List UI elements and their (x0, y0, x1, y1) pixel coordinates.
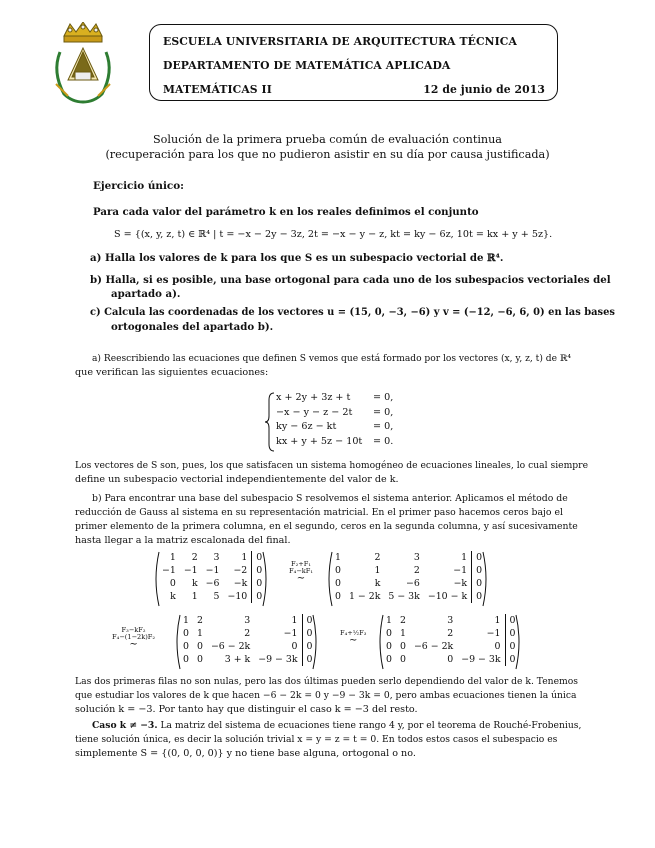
case-heading: Caso k ≠ −3. (92, 720, 158, 731)
solution-b-line1: b) Para encontrar una base del subespacio S resolvemos el sistema anterior. Aplicamos el método de (92, 493, 568, 504)
question-b-line1: b) Halla, si es posible, una base ortogonal para cada uno de los subespacios vectoriales del (90, 274, 611, 286)
matrix-cell: −k (453, 578, 468, 589)
matrix-cell: −9 − 3k (258, 654, 298, 665)
matrix-cell: 2 (196, 615, 203, 626)
matrix-cell: 0 (183, 641, 189, 652)
exercise-intro: Para cada valor del parámetro k en los reales definimos el conjunto (93, 206, 479, 218)
matrix-cell: 5 − 3k (388, 591, 420, 602)
matrix-rhs-cell: 0 (472, 564, 486, 577)
matrix-cell: 0 (196, 641, 203, 652)
matrix-cell: 0 (399, 641, 406, 652)
matrix-cell: −6 − 2k (210, 641, 251, 652)
matrix-cell: 0 (291, 641, 298, 652)
matrix-cell: 0 (386, 641, 392, 652)
matrix-cell: 1 (399, 628, 406, 639)
matrix-rhs-cell: 0 (302, 653, 316, 666)
matrix-row (179, 614, 316, 627)
matrix-cell: 0 (335, 578, 341, 589)
matrix-cell: 1 (191, 591, 198, 602)
matrix-cell: −1 (283, 628, 298, 639)
solution-a-line4: define un subespacio vectorial independientemente del valor de k. (75, 474, 399, 485)
matrix-cell: −2 (233, 565, 248, 576)
matrix-rhs-cell: 0 (505, 627, 519, 640)
matrix-cell: 0 (183, 628, 189, 639)
matrix-row (382, 653, 519, 666)
case-paragraph-line3: simplemente S = {(0, 0, 0, 0)} y no tiene base alguna, ortogonal o no. (75, 748, 416, 759)
solution-b-line3: primer elemento de la primera columna, en el segundo, ceros en la segunda columna, y así sucesivamente (75, 521, 578, 532)
matrix-rhs-cell: 0 (252, 564, 266, 577)
matrix-row (179, 640, 316, 653)
matrix-row (382, 627, 519, 640)
matrix-cell: 0 (386, 628, 392, 639)
case-paragraph-line1: Caso k ≠ −3. La matriz del sistema de ecuaciones tiene rango 4 y, por el teorema de Rouché-Frobenius, (92, 720, 582, 731)
matrix-row (158, 564, 266, 577)
question-a: a) Halla los valores de k para los que S es un subespacio vectorial de ℝ⁴. (90, 252, 504, 264)
matrix-cell: 1 (169, 552, 176, 563)
matrix-rhs-cell: 0 (302, 640, 316, 653)
matrix-cell: 2 (191, 552, 198, 563)
matrix-cell: k (374, 578, 381, 589)
matrix-cell: −1 (486, 628, 501, 639)
solution-b-line2: reducción de Gauss al sistema en su representación matricial. En el primer paso hacemos ceros bajo el (75, 507, 563, 518)
matrix-row (331, 551, 486, 564)
matrix-row (331, 564, 486, 577)
matrix-rhs-cell: 0 (472, 577, 486, 590)
matrix-cell: 3 (244, 615, 251, 626)
augmented-matrix-4 (376, 614, 519, 666)
set-definition: S = {(x, y, z, t) ∈ ℝ⁴ | t = −x − 2y − 3z, 2t = −x − y − z, kt = ky − 6z, 10t = kx + y + 5z}. (114, 229, 553, 240)
question-c-line1: c) Calcula las coordenadas de los vectores u = (15, 0, −3, −6) y v = (−12, −6, 6, 0) en las bases (90, 307, 615, 318)
equivalence-symbol: ∼ (296, 573, 306, 584)
document-page: ESCUELA UNIVERSITARIA DE ARQUITECTURA TÉCNICA DEPARTAMENTO DE MATEMÁTICA APLICADA MATEMÁTICAS II 12 de junio de 2013 Solución de la primera prueba común de evaluación continua (recuperación para los que no pudieron asistir en su día por causa justificada) Ejercicio único: Para cada valor del parámetro k en los reales definimos el conjunto S = {(x, y, z, t) ∈ ℝ⁴ | t = −x − 2y − 3z, 2t = −x − y − z, kt = ky − 6z, 10t = kx + y + 5z}. a) Halla los valores de k para los que S es un subespacio vectorial de ℝ⁴. b) Halla, si es posible, una base ortogonal para cada uno de los subespacios vectoriales del apartado a). c) Calcula las coordenadas de los vectores u = (15, 0, −3, −6) y v = (−12, −6, 6, 0) en las bases ortogonales del apartado b). a) Reescribiendo las ecuaciones que definen S vemos que está formado por los vectores (x, y, z, t) de ℝ⁴ que verifican las siguientes ecuaciones: x + 2y + 3z + t = 0, −x − y − z − 2t = 0, ky − 6z − kt = 0, kx + y + 5z − 10t = 0. Los vectores de S son, pues, los que satisfacen un sistema homogéneo de ecuaciones lineales, lo cual siempre define un subespacio vectorial independientemente del valor de k. b) Para encontrar una base del subespacio S resolvemos el sistema anterior. Aplicamos el método de reducción de Gauss al sistema en su representación matricial. En el primer paso hacemos ceros bajo el primer elemento de la primera columna, en el segundo, ceros en la segunda columna, y así sucesivamente hasta llegar a la matriz escalonada del final. 1 2 3 1 0 −1 −1 −1 −2 0 0 k −6 −k 0 k 1 5 −10 0 F₂+F₁ F₄−kF₁ ∼ 1 2 3 1 0 0 1 2 −1 0 0 k −6 −k 0 0 1 − 2k 5 − 3k −10 − k 0 F₃−kF₂ F₄−(1−2k)F₂ ∼ 1 2 3 1 0 0 1 2 −1 0 0 0 −6 − 2k 0 0 0 0 3 + k −9 − 3k 0 F₄+½F₃ ∼ 1 2 3 1 0 0 1 2 −1 0 0 0 −6 − 2k 0 0 0 0 0 −9 − 3k 0 Las dos primeras filas no son nulas, pero las dos últimas pueden serlo dependiendo del valor de k. Tenemos que estudiar los valores de k que hacen −6 − 2k = 0 y −9 − 3k = 0, pero ambas ecuaciones tienen la única solución k = −3. Por tanto hay que distinguir el caso k = −3 del resto. Caso k ≠ −3. La matriz del sistema de ecuaciones tiene rango 4 y, por el teorema de Rouché-Frobenius, tiene solución única, es decir la solución trivial x = y = z = t = 0. En todos estos casos el subespacio es simplemente S = {(0, 0, 0, 0)} y no tiene base alguna, ortogonal o no. (0, 0, 655, 848)
matrix-rhs-cell: 0 (302, 627, 316, 640)
matrix-rhs-cell: 0 (302, 614, 316, 627)
case-paragraph-line2: tiene solución única, es decir la solución trivial x = y = z = t = 0. En todos estos casos el subespacio es (75, 734, 558, 745)
matrix-cell: 0 (169, 578, 176, 589)
matrix-cell: 1 (291, 615, 298, 626)
department-name: DEPARTAMENTO DE MATEMÁTICA APLICADA (163, 59, 451, 72)
matrix-cell: 0 (494, 641, 501, 652)
matrix-cell: 2 (413, 565, 420, 576)
matrix-rhs-cell: 0 (472, 590, 486, 603)
matrix-cell: 0 (335, 565, 341, 576)
matrix-cell: 3 + k (224, 654, 251, 665)
matrix-row (382, 614, 519, 627)
matrix-cell: k (170, 591, 176, 602)
matrix-cell: 1 (494, 615, 501, 626)
header-box (149, 24, 558, 101)
matrix-cell: −6 (406, 578, 420, 589)
matrix-rhs-cell: 0 (505, 640, 519, 653)
matrix-cell: −1 (205, 565, 220, 576)
matrix-cell: 1 (461, 552, 468, 563)
solution-a-line2: que verifican las siguientes ecuaciones: (75, 367, 269, 378)
matrix-cell: −1 (453, 565, 468, 576)
exam-date: 12 de junio de 2013 (423, 83, 545, 96)
row-operation-3: F₄+½F₃ ∼ (340, 629, 367, 646)
solution-b-line4: hasta llegar a la matriz escalonada del final. (75, 535, 291, 546)
matrix-cell: 5 (213, 591, 220, 602)
matrix-rhs-cell: 0 (252, 577, 266, 590)
matrix-rhs-cell: 0 (472, 551, 486, 564)
question-b-line2: apartado a). (111, 288, 181, 300)
matrix-cell: 3 (447, 615, 454, 626)
matrix-cell: 2 (447, 628, 454, 639)
matrix-cell: 1 (183, 615, 189, 626)
matrix-cell: −10 (227, 591, 248, 602)
row-operation-1: F₂+F₁ F₄−kF₁ ∼ (289, 560, 313, 584)
augmented-matrix-1 (152, 551, 266, 603)
matrix-rhs-cell: 0 (505, 653, 519, 666)
augmented-matrix-3 (173, 614, 316, 666)
matrix-cell: 0 (335, 591, 341, 602)
solution-c-line1: Las dos primeras filas no son nulas, pero las dos últimas pueden serlo dependiendo del valor de k. Tenemos (75, 676, 578, 687)
solution-a-line3: Los vectores de S son, pues, los que satisfacen un sistema homogéneo de ecuaciones lineales, lo cual siempre (75, 460, 589, 471)
row-operation-2: F₃−kF₂ F₄−(1−2k)F₂ ∼ (112, 626, 156, 650)
solution-c-line3: solución k = −3. Por tanto hay que distinguir el caso k = −3 del resto. (75, 704, 418, 715)
system-left-brace (265, 392, 275, 452)
matrix-cell: 1 (386, 615, 392, 626)
augmented-matrix-2 (325, 551, 486, 603)
question-c-line2: ortogonales del apartado b). (111, 321, 274, 333)
matrix-cell: 1 (196, 628, 203, 639)
matrix-cell: −k (233, 578, 248, 589)
matrix-cell: 0 (386, 654, 392, 665)
document-title: Solución de la primera prueba común de evaluación continua (153, 133, 502, 146)
matrix-cell: 2 (244, 628, 251, 639)
matrix-cell: 0 (399, 654, 406, 665)
matrix-cell: 1 (335, 552, 341, 563)
solution-c-line2: que estudiar los valores de k que hacen −6 − 2k = 0 y −9 − 3k = 0, pero ambas ecuaciones tienen la única (75, 690, 577, 701)
matrix-cell: −10 − k (427, 591, 468, 602)
matrix-cell: 2 (399, 615, 406, 626)
matrix-cell: 1 − 2k (348, 591, 381, 602)
matrix-rhs-cell: 0 (252, 551, 266, 564)
matrix-cell: −1 (162, 565, 176, 576)
matrix-row (158, 590, 266, 603)
exercise-heading: Ejercicio único: (93, 180, 185, 192)
matrix-rhs-cell: 0 (505, 614, 519, 627)
solution-a-line1: a) Reescribiendo las ecuaciones que definen S vemos que está formado por los vectores (x, y, z, t) de ℝ⁴ (92, 354, 572, 364)
matrix-cell: 1 (374, 565, 381, 576)
matrix-cell: 1 (241, 552, 248, 563)
matrix-cell: −9 − 3k (461, 654, 501, 665)
document-subtitle: (recuperación para los que no pudieron asistir en su día por causa justificada) (105, 148, 550, 161)
matrix-cell: k (191, 578, 198, 589)
matrix-cell: 2 (374, 552, 381, 563)
matrix-cell: 3 (213, 552, 220, 563)
school-name: ESCUELA UNIVERSITARIA DE ARQUITECTURA TÉCNICA (163, 35, 517, 48)
matrix-cell: −6 (205, 578, 220, 589)
matrix-row (382, 640, 519, 653)
matrix-cell: 3 (413, 552, 420, 563)
matrix-row (331, 590, 486, 603)
matrix-row (179, 627, 316, 640)
matrix-row (179, 653, 316, 666)
course-name: MATEMÁTICAS II (163, 83, 272, 96)
matrix-cell: −6 − 2k (413, 641, 454, 652)
matrix-row (331, 577, 486, 590)
matrix-cell: 0 (183, 654, 189, 665)
matrix-row (158, 551, 266, 564)
matrix-cell: −1 (183, 565, 198, 576)
matrix-rhs-cell: 0 (252, 590, 266, 603)
matrix-cell: 0 (196, 654, 203, 665)
university-crest-logo (50, 22, 116, 106)
matrix-cell: 0 (447, 654, 454, 665)
matrix-row (158, 577, 266, 590)
